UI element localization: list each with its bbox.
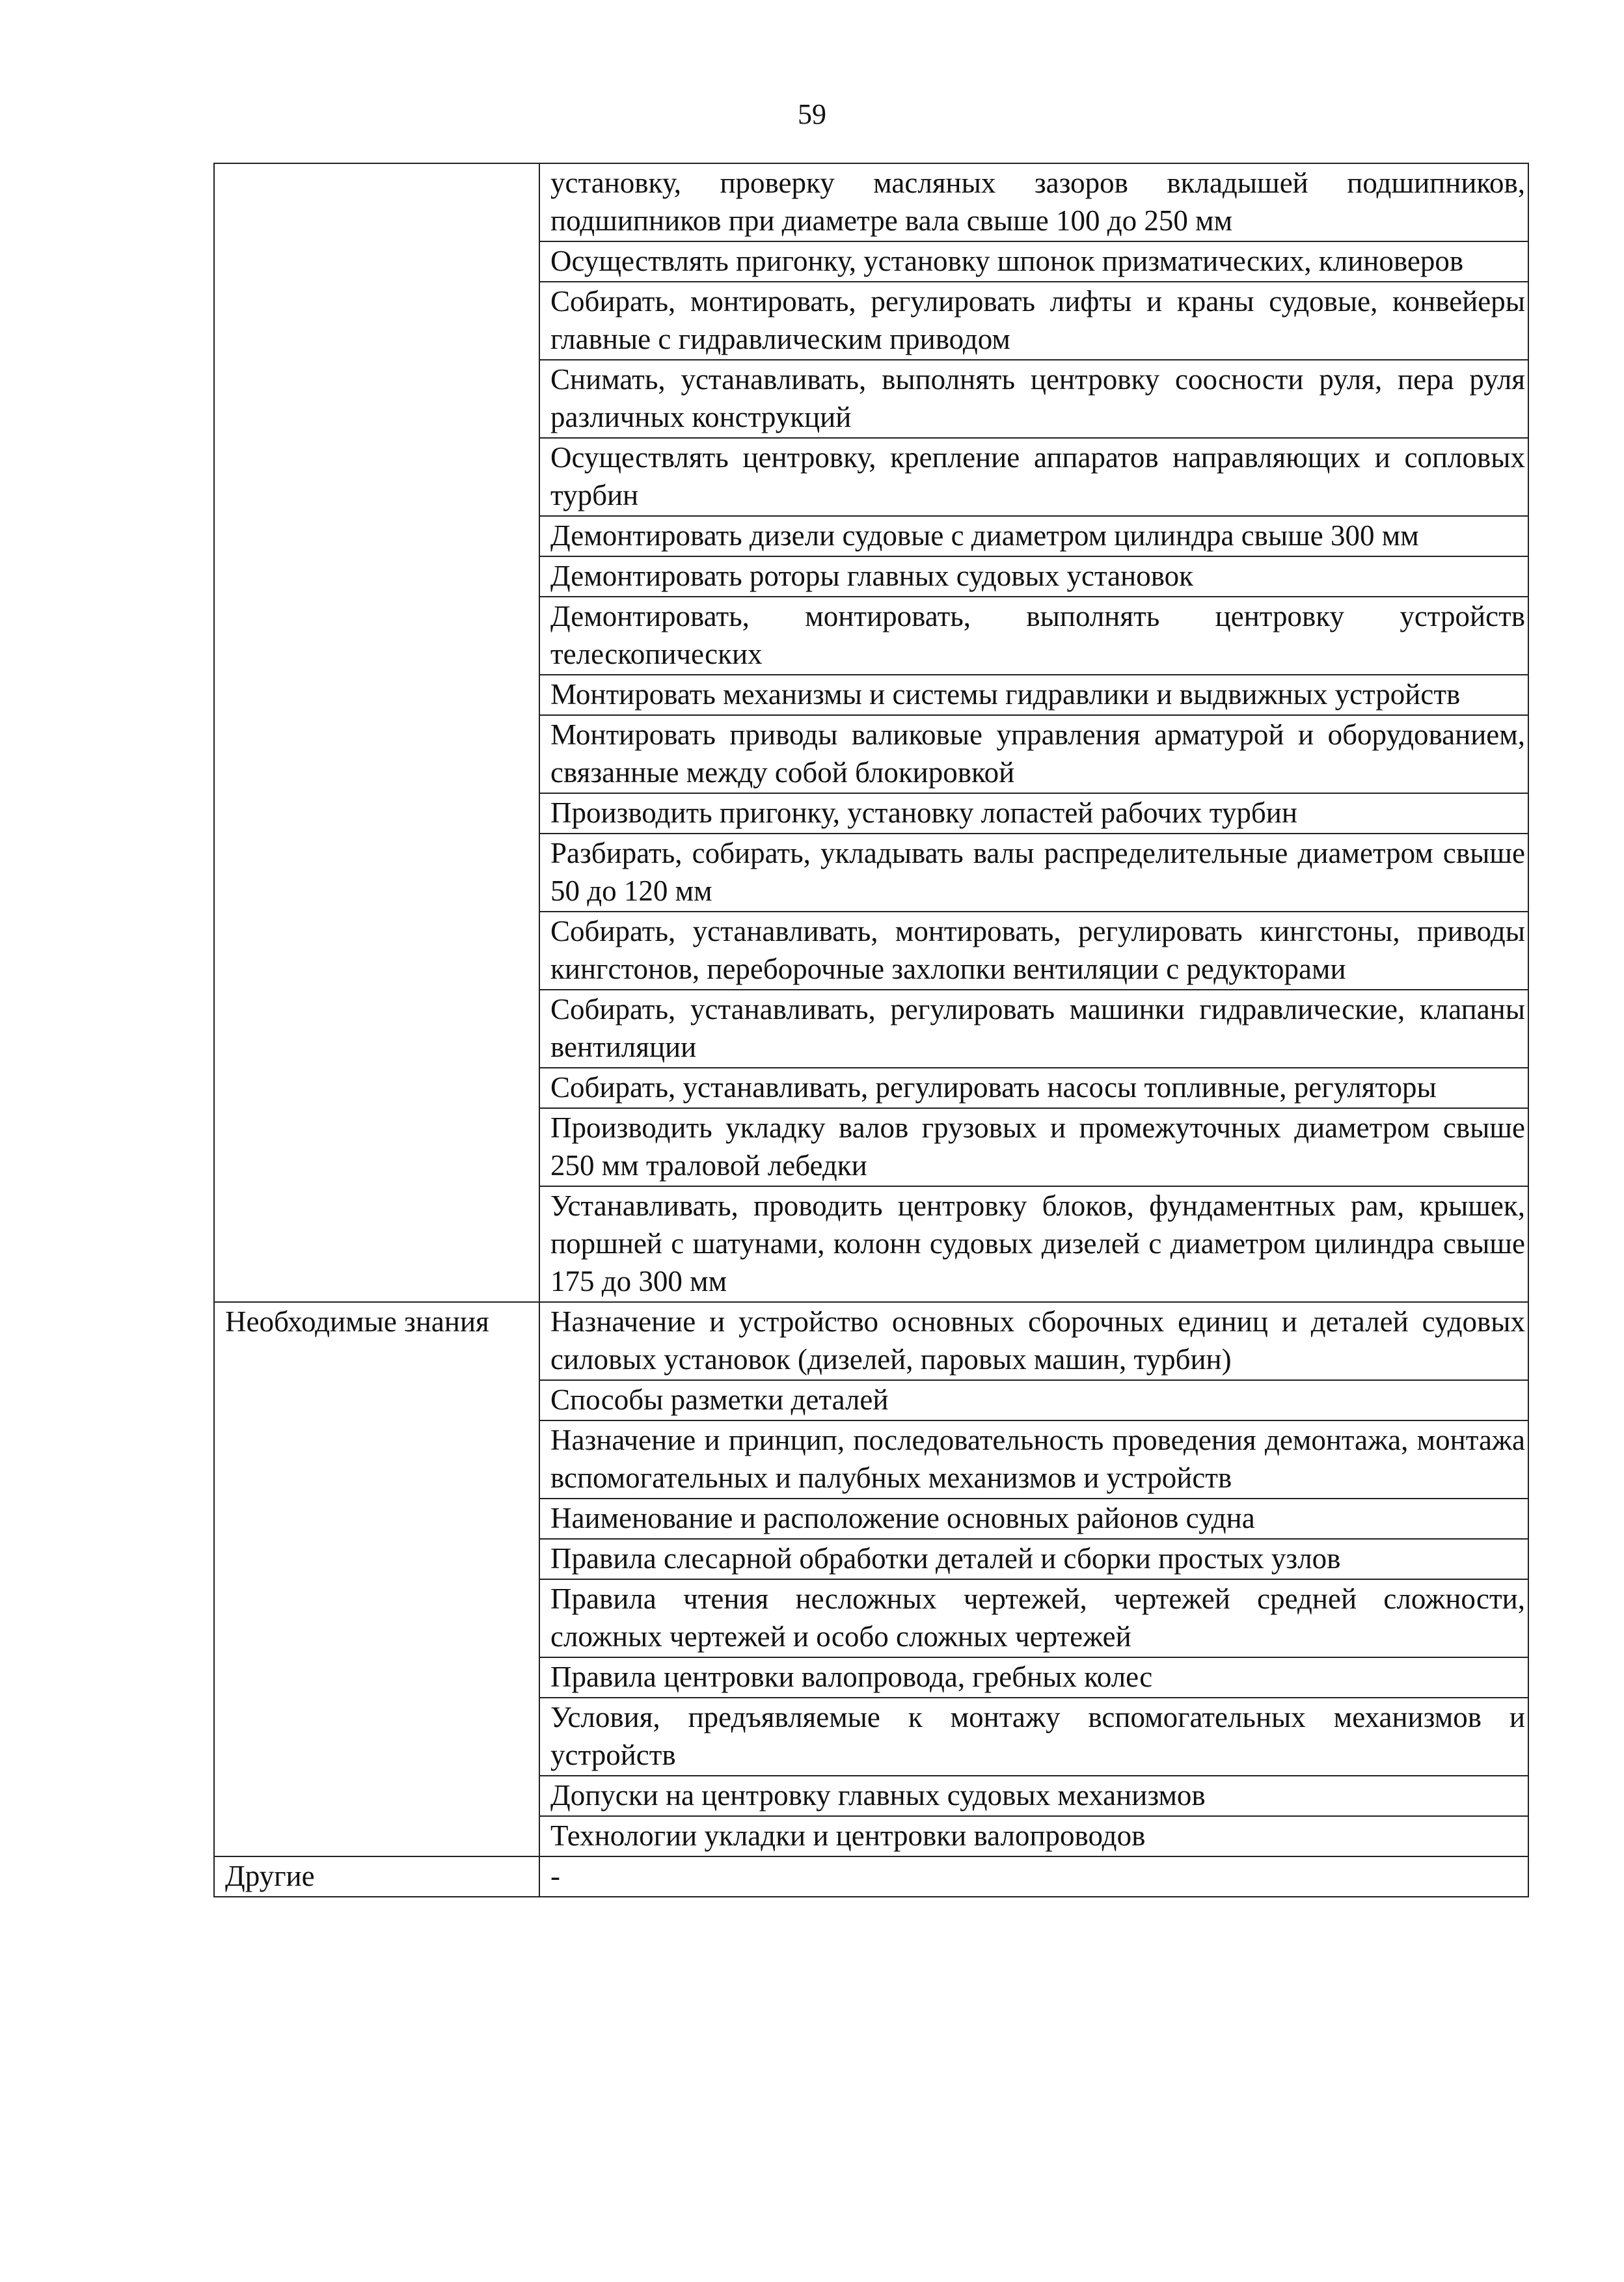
requirement-text: Монтировать механизмы и системы гидравлики и выдвижных устройств — [539, 675, 1528, 715]
requirement-text: Собирать, монтировать, регулировать лифты и краны судовые, конвейеры главные с гидравлическим приводом — [539, 282, 1528, 360]
requirement-text: Осуществлять центровку, крепление аппаратов направляющих и сопловых турбин — [539, 438, 1528, 516]
requirement-text: Демонтировать, монтировать, выполнять центровку устройств телескопических — [539, 597, 1528, 675]
requirement-text: Способы разметки деталей — [539, 1380, 1528, 1420]
requirement-text: Собирать, устанавливать, регулировать машинки гидравлические, клапаны вентиляции — [539, 990, 1528, 1068]
requirement-text: Демонтировать дизели судовые с диаметром цилиндра свыше 300 мм — [539, 516, 1528, 556]
requirement-text: Производить укладку валов грузовых и промежуточных диаметром свыше 250 мм траловой лебедки — [539, 1108, 1528, 1186]
table-row — [214, 163, 1528, 241]
requirement-text: Технологии укладки и центровки валопроводов — [539, 1816, 1528, 1856]
requirement-text: Снимать, устанавливать, выполнять центровку соосности руля, пера руля различных конструкций — [539, 360, 1528, 438]
other-label-cell: Другие — [214, 1856, 539, 1897]
requirement-text: Разбирать, собирать, укладывать валы распределительные диаметром свыше 50 до 120 мм — [539, 834, 1528, 912]
requirement-text: Монтировать приводы валиковые управления арматурой и оборудованием, связанные между собой блокировкой — [539, 715, 1528, 793]
requirement-text: Демонтировать роторы главных судовых установок — [539, 556, 1528, 597]
requirement-text: Собирать, устанавливать, регулировать насосы топливные, регуляторы — [539, 1068, 1528, 1108]
requirement-text: Назначение и принцип, последовательность проведения демонтажа, монтажа вспомогательных и палубных механизмов и устройств — [539, 1420, 1528, 1499]
requirement-text: Условия, предъявляемые к монтажу вспомогательных механизмов и устройств — [539, 1698, 1528, 1776]
knowledge-label-cell: Необходимые знания — [214, 1302, 539, 1856]
requirement-text: установку, проверку масляных зазоров вкладышей подшипников, подшипников при диаметре вала свыше 100 до 250 мм — [539, 163, 1528, 241]
requirement-text: Устанавливать, проводить центровку блоков, фундаментных рам, крышек, поршней с шатунами, колонн судовых дизелей с диаметром цилиндра свыше 175 до 300 мм — [539, 1186, 1528, 1302]
requirement-text: Собирать, устанавливать, монтировать, регулировать кингстоны, приводы кингстонов, переборочные захлопки вентиляции с редукторами — [539, 912, 1528, 990]
requirement-text: Правила слесарной обработки деталей и сборки простых узлов — [539, 1539, 1528, 1579]
requirement-text: Назначение и устройство основных сборочных единиц и деталей судовых силовых установок (дизелей, паровых машин, турбин) — [539, 1302, 1528, 1380]
skills-label-cell — [214, 163, 539, 1302]
requirement-text: - — [539, 1856, 1528, 1897]
requirements-table — [213, 163, 1529, 1897]
requirement-text: Наименование и расположение основных районов судна — [539, 1499, 1528, 1539]
requirement-text: Правила центровки валопровода, гребных колес — [539, 1657, 1528, 1698]
requirement-text: Правила чтения несложных чертежей, чертежей средней сложности, сложных чертежей и особо сложных чертежей — [539, 1579, 1528, 1657]
requirement-text: Осуществлять пригонку, установку шпонок призматических, клиноверов — [539, 241, 1528, 282]
requirement-text: Производить пригонку, установку лопастей рабочих турбин — [539, 793, 1528, 834]
page-number: 59 — [798, 98, 826, 130]
table-row — [214, 1856, 1528, 1897]
table-row — [214, 1302, 1528, 1380]
requirement-text: Допуски на центровку главных судовых механизмов — [539, 1776, 1528, 1816]
